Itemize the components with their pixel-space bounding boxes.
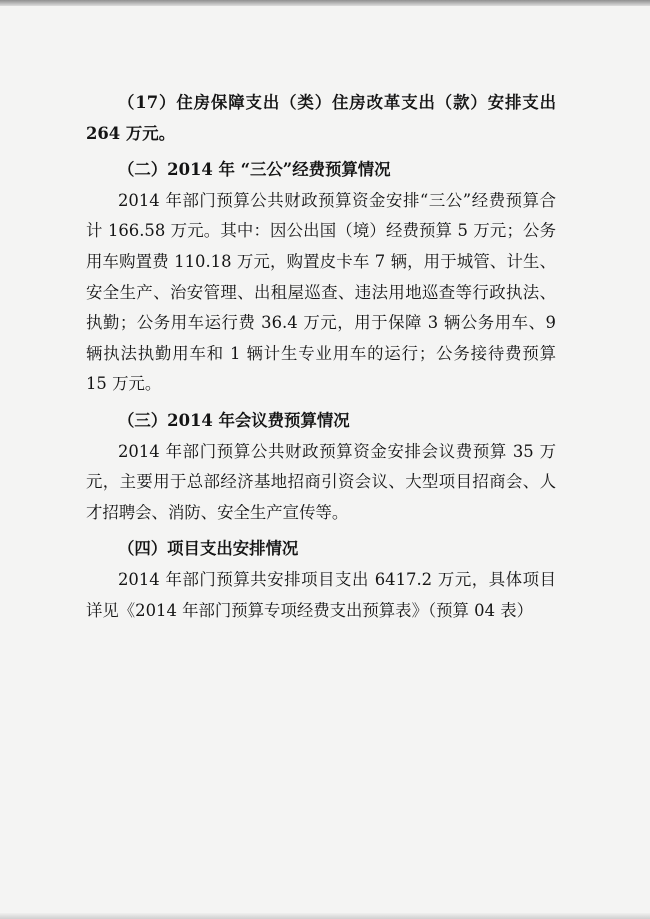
projects-paragraph: 2014 年部门预算共安排项目支出 6417.2 万元，具体项目详见《2014 年部门预算专项经费支出预算表》（预算 04 表） bbox=[86, 569, 556, 620]
document-body bbox=[86, 88, 556, 626]
sangong-paragraph: 2014 年部门预算公共财政预算资金安排“三公”经费预算合计 166.58 万元。其中：因公出国（境）经费预算 5 万元；公务用车购置费 110.18 万元，购置皮卡车 7 辆，用于城管、计生、安全生产、治安管理、出租屋巡查、违法用地巡查等行政执法、执勤；公务用车运行费 36.4 万元，用于保障 3 辆公务用车、9 辆执法执勤用车和 1 辆计生专业用车的运行；公务接待费预算 15 万元。 bbox=[86, 190, 556, 394]
projects-heading: （四）项目支出安排情况 bbox=[118, 539, 299, 559]
scan-top-edge bbox=[0, 0, 650, 6]
housing-expenditure-paragraph: （17）住房保障支出（类）住房改革支出（款）安排支出 264 万元。 bbox=[86, 93, 556, 143]
sangong-heading: （二）2014 年 “三公”经费预算情况 bbox=[118, 160, 391, 180]
meeting-heading: （三）2014 年会议费预算情况 bbox=[118, 410, 350, 430]
meeting-paragraph: 2014 年部门预算公共财政预算资金安排会议费预算 35 万元，主要用于总部经济基地招商引资会议、大型项目招商会、人才招聘会、消防、安全生产宣传等。 bbox=[86, 441, 556, 522]
scan-bottom-edge bbox=[0, 913, 650, 919]
